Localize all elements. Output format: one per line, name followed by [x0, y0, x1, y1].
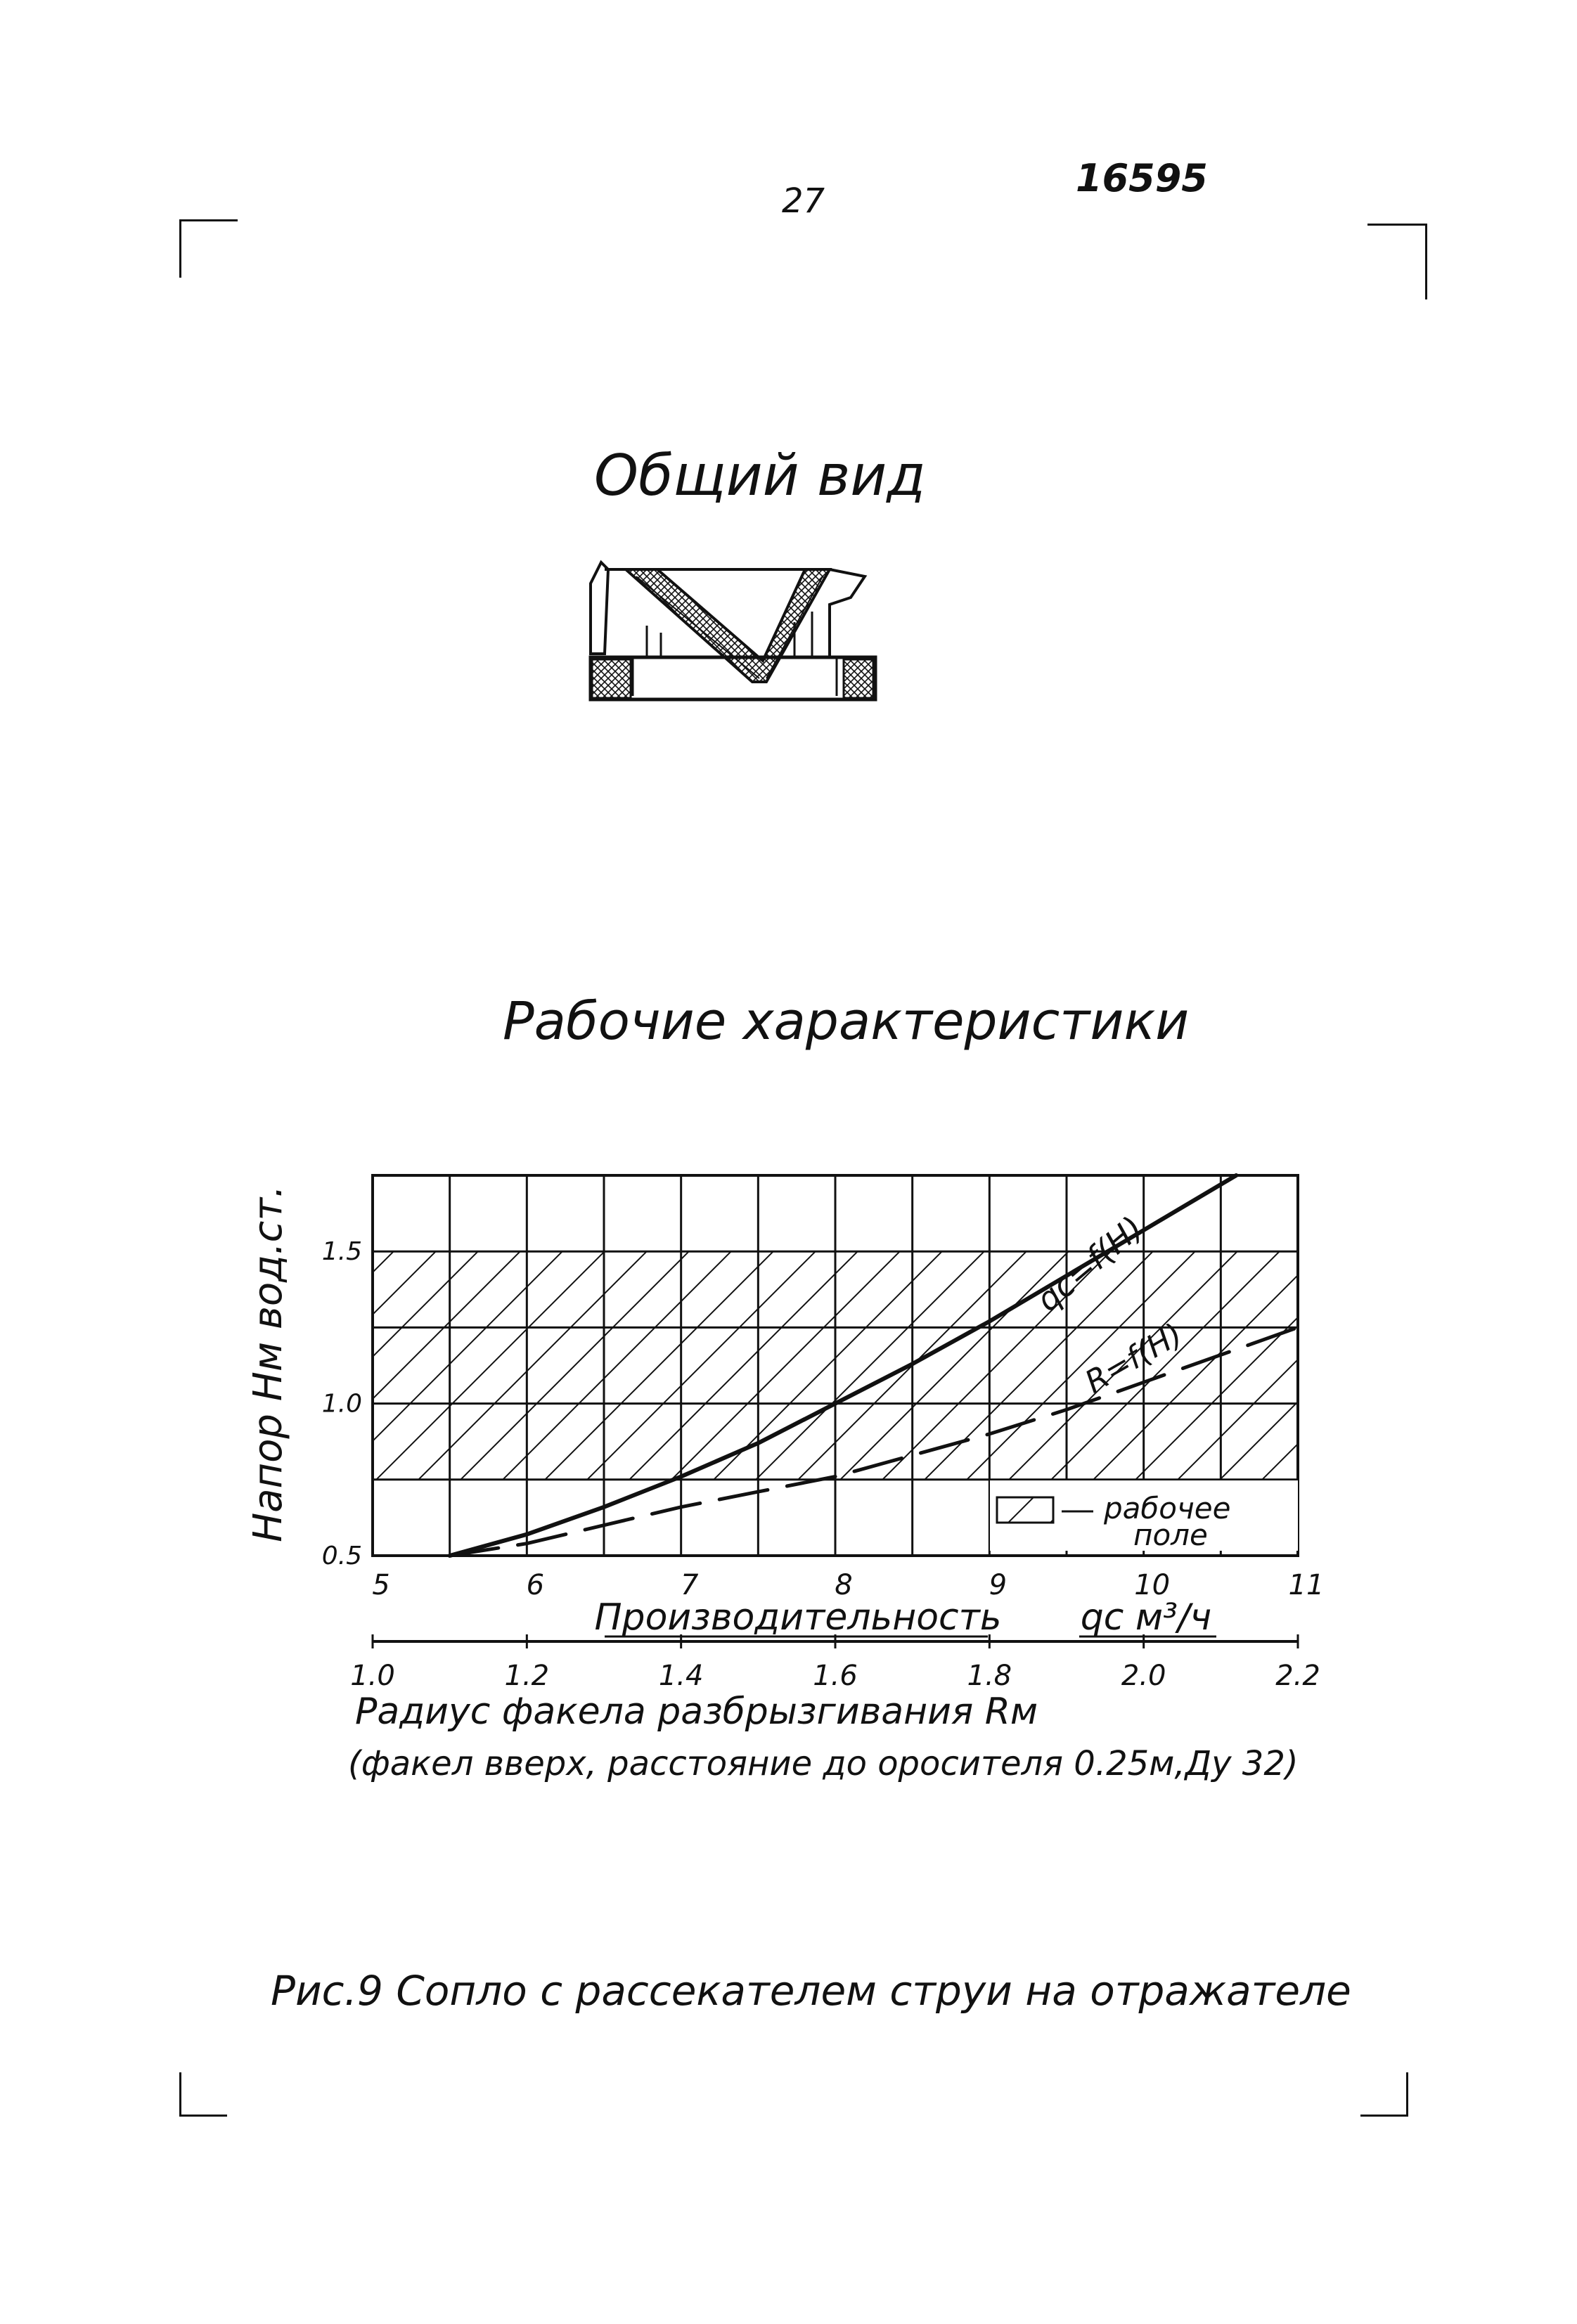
series-label-r: R=f(H) — [1079, 1316, 1189, 1401]
figure-caption: Рис.9 Сопло с рассекателем струи на отражателе — [271, 1967, 1351, 2015]
y-axis-label: Напор Нм вод.ст. — [245, 1185, 291, 1542]
x-tick-label-qc: 9 — [989, 1569, 1008, 1601]
y-tick-label: 1.0 — [321, 1389, 362, 1419]
y-tick-label: 1.5 — [321, 1237, 362, 1267]
x-tick-label-qc: 6 — [526, 1569, 545, 1601]
x-axis-note-r: (факел вверх, расстояние до оросителя 0.25м,Ду 32) — [348, 1744, 1299, 1783]
legend-swatch — [997, 1497, 1053, 1523]
legend-label-line2: поле — [1133, 1518, 1208, 1552]
y-tick-label: 0.5 — [321, 1542, 362, 1570]
x-axis-label-r: Радиус факела разбрызгивания Rм — [355, 1691, 1038, 1733]
x-tick-label-r: 1.6 — [813, 1660, 858, 1692]
working-field-band — [373, 1251, 1298, 1480]
x-tick-label-qc: 7 — [680, 1569, 699, 1601]
x-tick-label-r: 1.0 — [350, 1660, 395, 1692]
x-tick-label-r: 1.4 — [658, 1660, 704, 1692]
document-number: 16595 — [1076, 156, 1208, 200]
x-tick-label-r: 1.2 — [504, 1660, 550, 1692]
series-label-qc: qc=f(H) — [1029, 1208, 1150, 1319]
chart-title: Рабочие характеристики — [503, 991, 1190, 1052]
x-tick-label-qc: 5 — [372, 1569, 390, 1601]
x-tick-label-qc: 11 — [1288, 1569, 1325, 1601]
page-number: 27 — [782, 181, 825, 221]
x-axis-label-qc: Производительность — [594, 1596, 1002, 1639]
x-tick-label-qc: 10 — [1134, 1569, 1171, 1601]
x-axis-unit-qc: qc м³/ч — [1080, 1596, 1212, 1639]
x-tick-label-r: 2.0 — [1121, 1660, 1166, 1692]
x-tick-label-qc: 8 — [835, 1569, 853, 1601]
general-view-title: Общий вид — [594, 443, 926, 508]
x-tick-label-r: 2.2 — [1275, 1660, 1320, 1692]
legend-label-line1: рабочее — [1104, 1491, 1231, 1525]
x-tick-label-r: 1.8 — [967, 1660, 1012, 1692]
